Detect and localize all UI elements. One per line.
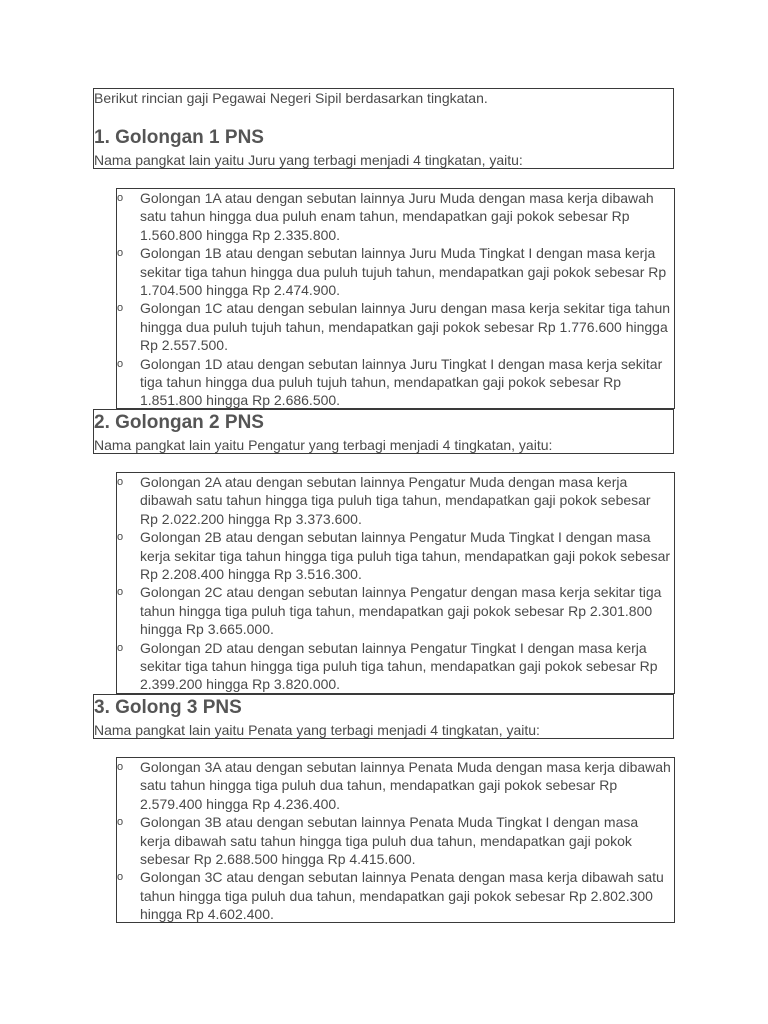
list-item [117,473,674,528]
list-item-text: Golongan 1B atau dengan sebutan lainnya Juru Muda Tingkat I dengan masa kerja sekitar tiga tahun hingga dua puluh tujuh tahun, mendapatkan gaji pokok sebesar Rp 1.704.500 hingga Rp 2.474.900. [140,245,667,299]
list-item [117,868,674,923]
list-item [117,244,674,299]
bullet-icon: o [117,871,124,884]
list-item [117,583,674,638]
section-2-title: 2. Golongan 2 PNS [94,412,264,433]
list-item-text: Golongan 3B atau dengan sebutan lainnya Penata Muda Tingkat I dengan masa kerja dibawah satu tahun hingga tiga puluh dua tahun, mendapatkan gaji pokok sebesar Rp 2.688.500 hingga Rp 4.415.600. [140,814,639,868]
bullet-icon: o [117,761,124,773]
bullet-icon: o [117,531,124,544]
bullet-icon: o [117,192,124,204]
list-item-text: Golongan 2A atau dengan sebutan lainnya Pengatur Muda dengan masa kerja dibawah satu tahun hingga tiga puluh tiga tahun, mendapatkan gaji pokok sebesar Rp 2.022.200 hingga Rp 3.373.600. [140,474,651,527]
list-item-text: Golongan 1C atau dengan sebulan lainnya Juru dengan masa kerja sekitar tiga tahun hingga dua puluh tujuh tahun, mendapatkan gaji pokok sebesar Rp 1.776.600 hingga Rp 2.557.500. [140,300,671,354]
section-2-description: Nama pangkat lain yaitu Pengatur yang terbagi menjadi 4 tingkatan, yaitu: [94,437,553,453]
list-item-text: Golongan 3A atau dengan sebutan lainnya Penata Muda dengan masa kerja dibawah satu tahun hingga tiga puluh dua tahun, mendapatkan gaji pokok sebesar Rp 2.579.400 hingga Rp 4.236.400. [140,759,671,812]
list-item-text: Golongan 3C atau dengan sebutan lainnya Penata dengan masa kerja dibawah satu tahun hingga tiga puluh dua tahun, mendapatkan gaji pokok sebesar Rp 2.802.300 hingga Rp 4.602.400. [140,869,664,923]
intro-text: Berikut rincian gaji Pegawai Negeri Sipil berdasarkan tingkatan. [94,90,488,106]
section-3-header-box [93,694,674,739]
section-1-header-box [93,88,674,169]
list-item [117,758,674,813]
section-3-list [117,758,674,924]
list-item-text: Golongan 2C atau dengan sebutan lainnya Pengatur dengan masa kerja sekitar tiga tahun hingga tiga puluh tiga tahun, mendapatkan gaji pokok sebesar Rp 2.301.800 hingga Rp 3.665.000. [140,584,662,638]
section-1-description: Nama pangkat lain yaitu Juru yang terbagi menjadi 4 tingkatan, yaitu: [94,152,523,168]
section-1-list-box [116,188,675,409]
list-item-text: Golongan 1D atau dengan sebutan lainnya Juru Tingkat I dengan masa kerja sekitar tiga tahun hingga dua puluh tujuh tahun, mendapatkan gaji pokok sebesar Rp 1.851.800 hingga Rp 2.686.500. [140,355,663,409]
bullet-icon: o [117,247,124,260]
list-item [117,355,674,410]
list-item [117,299,674,354]
bullet-icon: o [117,586,124,599]
bullet-icon: o [117,816,124,829]
bullet-icon: o [117,357,124,370]
list-item [117,189,674,244]
section-1-list [117,189,674,410]
list-item [117,639,674,694]
section-2-list-box [116,472,675,694]
section-1-title: 1. Golongan 1 PNS [94,127,264,148]
list-item-text: Golongan 2D atau dengan sebutan lainnya Pengatur Tingkat I dengan masa kerja sekitar tiga tahun hingga tiga puluh tiga tahun, mendapatkan gaji pokok sebesar Rp 2.399.200 hingga Rp 3.820.000. [140,639,658,693]
bullet-icon: o [117,476,124,488]
list-item [117,528,674,583]
list-item-text: Golongan 2B atau dengan sebutan lainnya Pengatur Muda Tingkat I dengan masa kerja sekitar tiga tahun hingga tiga puluh tiga tahun, mendapatkan gaji pokok sebesar Rp 2.208.400 hingga Rp 3.516.300. [140,529,671,583]
section-2-list [117,473,674,694]
bullet-icon: o [117,641,124,654]
bullet-icon: o [117,302,124,315]
list-item-text: Golongan 1A atau dengan sebutan lainnya Juru Muda dengan masa kerja dibawah satu tahun hingga dua puluh enam tahun, mendapatkan gaji pokok sebesar Rp 1.560.800 hingga Rp 2.335.800. [140,190,654,243]
section-2-header-box [93,409,674,454]
section-3-title: 3. Golong 3 PNS [94,697,242,718]
section-3-list-box [116,757,675,923]
section-3-description: Nama pangkat lain yaitu Penata yang terbagi menjadi 4 tingkatan, yaitu: [94,722,540,738]
list-item [117,813,674,868]
